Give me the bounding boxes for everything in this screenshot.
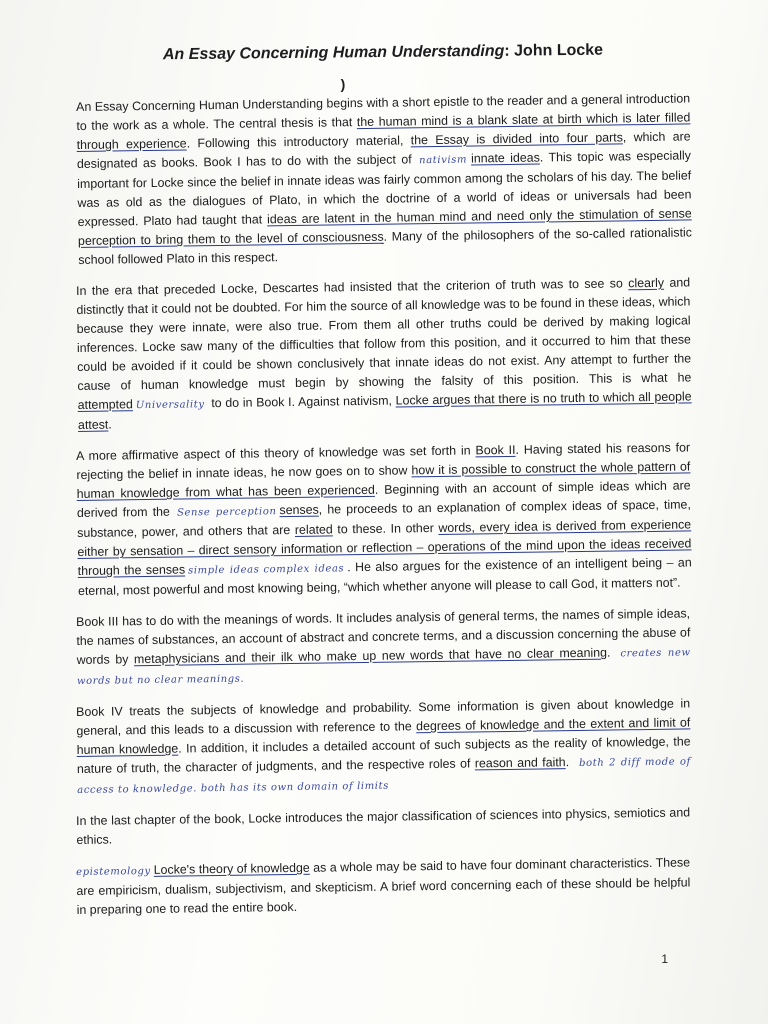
title-colon: : bbox=[504, 42, 510, 60]
p3-text-4: , he proceeds to an explanation of complex ideas of space, time, substance, power, and others that are bbox=[77, 497, 691, 540]
paragraph-4 bbox=[76, 604, 691, 691]
p2-text-1: In the era that preceded Locke, Descartes had insisted that the criterion of truth was to see so bbox=[76, 276, 629, 298]
p3-text-3: . Beginning with an account of simple ideas which are derived from the bbox=[76, 478, 691, 520]
p3-underline-2: how it is possible to construct the whole pattern of human knowledge from what has been experienced bbox=[76, 459, 691, 501]
p5-text-1: Book IV treats the subjects of knowledge and probability. Some information is given about knowledge in general, and this leads to a discussion with reference to the bbox=[76, 696, 691, 738]
p6-text: In the last chapter of the book, Locke introduces the major classification of sciences into physics, semiotics and ethics. bbox=[76, 805, 691, 847]
p3-underline-4: related bbox=[294, 522, 333, 537]
page-number: 1 bbox=[661, 952, 668, 966]
p1-underline-3: innate ideas bbox=[470, 150, 540, 166]
p2-underline-1: clearly bbox=[628, 275, 665, 291]
p1-text-1: An Essay Concerning Human Understanding begins with a short epistle to the reader and a general introduction to the work as a whole. The central thesis is that bbox=[76, 91, 691, 133]
p4-handwritten-note: creates new words but no clear meanings. bbox=[76, 647, 691, 687]
p4-text-1: Book III has to do with the meanings of words. It includes analysis of general terms, the names of simple ideas, the names of substances, an account of abstract and concrete terms, and a discussion concerning the abuse of words by bbox=[76, 606, 691, 667]
p2-underline-2: attempted bbox=[77, 397, 133, 412]
title-italic: An Essay Concerning Human Understanding bbox=[162, 42, 505, 64]
p7-text-1: as a whole may be said to have four dominant characteristics. These are empiricism, dualism, subjectivism, and skepticism. A brief word concerning each of these should be helpful in preparing one to read the entire book. bbox=[76, 855, 691, 917]
p3-handwritten-note-1: Sense perception bbox=[176, 506, 277, 519]
p3-underline-1: Book II bbox=[475, 442, 516, 458]
p4-underline-1: metaphysicians and their ilk who make up new words that have no clear meaning bbox=[133, 645, 608, 667]
page-title bbox=[76, 41, 690, 65]
p7-handwritten-note: epistemology bbox=[76, 865, 151, 878]
title-author: John Locke bbox=[509, 41, 604, 60]
paragraph-1 bbox=[76, 89, 692, 270]
p3-text-5: to these. In other bbox=[332, 520, 439, 537]
paragraph-6 bbox=[76, 803, 690, 850]
p2-text-2: and distinctly that it could not be doubted. For him the source of all knowledge was to be found in these ideas, which because they were innate, were also true. From them all other truths could be derived by making logical inferences. Locke saw many of the difficulties that follow from this position, and it occurred to him that these could be avoided if it could be shown conclusively that innate ideas do not exist. Any attempt to further the cause of human knowledge must begin by showing the falsity of this position. This is what he bbox=[76, 275, 692, 393]
p7-underline-1: Locke's theory of knowledge bbox=[153, 860, 310, 877]
title-mark: ) bbox=[340, 76, 346, 92]
paragraph-3 bbox=[76, 438, 692, 601]
p3-underline-3: senses bbox=[279, 502, 319, 518]
p1-handwritten-note: nativism bbox=[419, 154, 468, 167]
p2-underline-3: Locke argues that there is no truth to which all people attest bbox=[77, 389, 692, 432]
p5-handwritten-note: both 2 diff mode of access to knowledge. both has its own domain of limits bbox=[77, 756, 691, 796]
p2-text-4: . bbox=[108, 417, 112, 432]
p3-underline-5: words, every idea is derived from experience either by sensation – direct sensory information or reflection – operations of the mind upon the ideas received through the senses bbox=[77, 517, 692, 578]
p3-text-6: . He also argues for the existence of an intelligent being – an eternal, most powerful and most knowing being, “which whether anyone will please to call God, it matters not”. bbox=[77, 555, 692, 598]
p1-text-4: . This topic was especially important for Locke since the belief in innate ideas was fairly common among the scholars of his day. The belief was as old as the dialogues of Plato, in which the doctrine of a world of ideas or universals had been expressed. Plato had taught that bbox=[77, 148, 692, 229]
p1-text-2: . Following this introductory material, bbox=[186, 133, 411, 151]
p5-underline-1: degrees of knowledge and the extent and limit of human knowledge bbox=[76, 715, 691, 757]
p1-underline-2: the Essay is divided into four parts bbox=[410, 130, 623, 148]
p1-text-3: , which are designated as books. Book I has to do with the subject of bbox=[76, 129, 691, 171]
p1-underline-1: the human mind is a blank slate at birth which is later filled through experience bbox=[76, 110, 691, 152]
p5-text-3: . bbox=[565, 755, 570, 770]
p5-text-2: . In addition, it includes a detailed account of such subjects as the reality of knowledge, the nature of truth, the character of judgments, and the respective roles of bbox=[76, 734, 691, 776]
p3-text-1: A more affirmative aspect of this theory of knowledge was set forth in bbox=[76, 443, 476, 463]
p2-handwritten-note: Universality bbox=[135, 399, 205, 412]
p3-text-2: . Having stated his reasons for rejecting the belief in innate ideas, he now goes on to show bbox=[76, 440, 691, 482]
p4-text-2: . bbox=[606, 645, 611, 660]
paragraph-7 bbox=[76, 853, 691, 920]
p3-handwritten-note-3: complex ideas bbox=[263, 563, 345, 576]
p2-text-3: to do in Book I. Against nativism, bbox=[207, 393, 396, 411]
p5-underline-2: reason and faith bbox=[474, 755, 566, 771]
paragraph-2 bbox=[76, 273, 692, 435]
p3-handwritten-note-2: simple ideas bbox=[188, 564, 260, 577]
p1-underline-4: ideas are latent in the human mind and need only the stimulation of sense perception to bring them to the level of consciousness bbox=[77, 206, 692, 248]
document-body bbox=[76, 91, 693, 920]
p1-text-5: . Many of the philosophers of the so-called rationalistic school followed Plato in this respect. bbox=[78, 225, 693, 267]
paragraph-5 bbox=[76, 694, 691, 800]
